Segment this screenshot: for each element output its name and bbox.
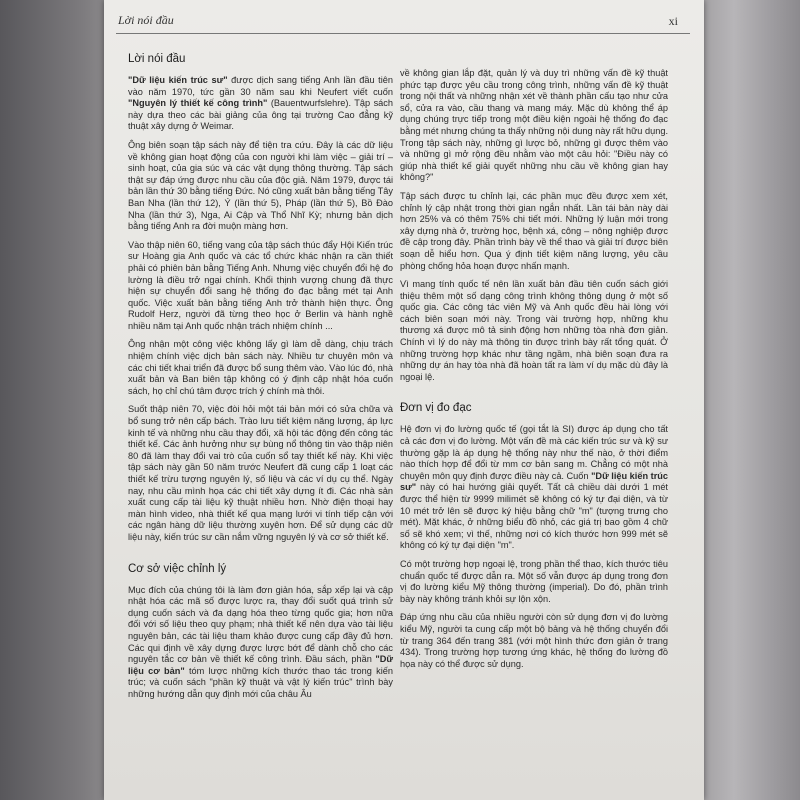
paragraph: Suốt thập niên 70, việc đòi hỏi một tái bản mới có sửa chữa và bổ sung trở nên cấp bách. Trào lưu tiết kiệm năng lượng, áp lực kinh tế và những nhu cầu thay đổi, xã hội tác động đến công tác thiết kế. Các ảnh hưởng như sự bùng nổ thông tin vào thập niên 80 đã làm thay đổi vai trò của cuốn sổ tay thiết kế này. Khi việc tập sách này gần 50 năm trước Neufert đã cung cấp 1 loạt các thiết kế trừu tượng nguyên lý, số liệu và các ví dụ cụ thể. Ngày nay, nhu cầu mình họa các chi tiết xây dựng ít đi. Các nhà sản xuất cung cấp tài liệu kỹ thuật nhiều hơn. Nhờ điện thoại hay màn hình video, nhà thiết kế qua mạng lưới vi tính tiếp cận với các ngân hàng dữ liệu thường xuyên hơn. Để sử dụng các dữ liệu này, kiến trúc sư cần nắm vững nguyên lý và cơ sở thiết kế.: [128, 404, 393, 542]
paragraph-text: được dịch sang tiếng Anh lần đầu tiên vào năm 1970, tức gần 30 năm sau khi Neufert viết cuốn: [128, 75, 393, 97]
left-column: [128, 50, 393, 708]
paragraph: Ông biên soạn tập sách này để tiện tra cứu. Đây là các dữ liệu về không gian hoạt động của con người khi làm việc – giải trí – sinh hoạt, của gia súc và các vật dụng thông thường. Tập sách thật sự đáp ứng được nhu cầu của độc giả. Năm 1979, được tái bản lần thứ 30 bằng tiếng Đức. Nó cũng xuất bản bằng tiếng Tây Ban Nha (lần thứ 12), Ý (lần thứ 5), Pháp (lần thứ 5), Bồ Đào Nha (lần thứ 3), Nga, Ai Cập và Thổ Nhĩ Kỳ; nhưng bản dịch bằng tiếng Anh ra đời muộn màng hơn.: [128, 139, 393, 232]
running-header-title: Lời nói đầu: [118, 13, 174, 27]
book-title-emphasis: "Dữ liệu kiến trúc sư": [128, 75, 228, 85]
book-title-emphasis: "Dữ liệu cơ bản": [128, 654, 393, 676]
paragraph: Vào thập niên 60, tiếng vang của tập sách thúc đẩy Hội Kiến trúc sư Hoàng gia Anh quốc và các tổ chức khác nhận ra cần thiết phải có phiên bản bằng Tiếng Anh. Nhưng việc chuyển đổi hệ đo lường là điều trở ngại chính. Khối thịnh vượng chung đã thực hiện sự chuyển đổi sang hệ thống đo đạc bằng mét tại Anh quốc. Việc xuất bản bằng tiếng Anh trở thành hiện thực. Ông Rudolf Herz, người đã từng theo học ở Berlin và hành nghề nhiều năm tại Anh quốc nhận trách nhiệm chính ...: [128, 239, 393, 331]
paragraph: Vì mang tính quốc tế nên lần xuất bản đầu tiên cuốn sách giới thiệu thêm một số dạng công trình không thông dụng ở một số quốc gia. Các công tác viên Mỹ và Anh quốc đều hài lòng với cách biên soạn mới này. Trong vài trường hợp, những khu thương xá được mô tả sinh động hơn những tòa nhà đơn giản. Chính vì lý do này mà thông tin được trình bày rất tổng quát. Ở những trường hợp khác như tầng ngầm, nhà biên soạn đưa ra những dự án hay tòa nhà đã hoàn tất ra làm ví dụ mặc dù đây là ngoại lệ.: [400, 279, 668, 382]
paragraph-text: Hệ đơn vị đo lường quốc tế (gọi tắt là SI) được áp dụng cho tất cả các đơn vị đo lường. Một vấn đề mà các kiến trúc sư và kỹ sư thường gặp là áp dụng hệ thống này như thế nào, ở thời điểm nào thích hợp để đổi từ mm cơ bản sang m. Chẳng có một nhà chuyên môn quy định được điều này cả. Cuốn: [400, 424, 668, 481]
page-number: xi: [668, 14, 678, 28]
paragraph: [400, 424, 668, 552]
paragraph-text: tóm lược những kích thước thao tác trong kiến trúc; và cuốn sách "phần kỹ thuật và vật lý kiến trúc" trình bày những hướng dẫn quy định mới của châu Âu: [128, 665, 393, 699]
paragraph: Đáp ứng nhu cầu của nhiều người còn sử dụng đơn vị đo lường kiểu Mỹ, người ta cung cấp một bộ bảng và hệ thống chuyển đổi từ trang 364 đến trang 381 (với một hình thức đơn giản ở trang 434). Trong trường hợp tương ứng khác, hệ thống đo lường đồ họa này có thể được sử dụng.: [400, 612, 668, 669]
right-column: [400, 68, 668, 677]
header-rule: [116, 33, 690, 34]
paragraph-text: Mục đích của chúng tôi là làm đơn giản hóa, sắp xếp lại và cập nhật hóa các mã số được lược ra, thay đổi suốt quá trình sử dụng cuốn sách và đa dạng hóa theo từng quốc gia; hơn nữa đối với số liệu theo quy phạm; nhà thiết kế nên dựa vào tài liệu nguyên bản, các tài liệu tham khảo được cung cấp đầy đủ hơn. Các qui định về xây dựng được lược bớt để dành chỗ cho các nguyên tắc cơ bản về thiết kế công trình. Đầu sách, phần: [128, 584, 393, 665]
paragraph: Có một trường hợp ngoại lệ, trong phần thể thao, kích thước tiêu chuẩn quốc tế được dẫn ra. Một số vẫn được áp dụng trong đơn vị đo lường kiểu Mỹ thông thường (imperial). Do đó, phần trình bày này không tránh khỏi sự lộn xộn.: [400, 558, 668, 604]
paragraph: [128, 585, 393, 701]
section-heading-units: Đơn vị đo đạc: [400, 402, 472, 415]
paragraph: Ông nhận một công việc không lấy gì làm dễ dàng, chịu trách nhiệm chính việc dịch bản sách này. Nhiều tư chuyên môn và các chi tiết khai triển đã được bổ sung thêm vào. Vào lúc đó, nhà xuất bản và Ban biên tập không có ý định cập nhật hóa cuốn sách, họ chỉ chú tâm được trích ý chính mà thôi.: [128, 339, 393, 396]
paragraph-text: này có hai hướng giải quyết. Tất cả chiều dài dưới 1 mét được thể hiện từ 9999 milimét sẽ không có ký tự đại diện, và từ 10 mét trở lên sẽ được ký hiệu bằng chữ "m" (tượng trưng cho mét). Mặt khác, ở những biểu đồ nhỏ, các giá trị bao gồm 4 chữ số sẽ khó xem; vì thế, những nơi có kích thước hơn 999 mét sẽ không có ký tự đại diện "m".: [400, 482, 668, 551]
section-heading-revision-basis: Cơ sở việc chỉnh lý: [128, 562, 227, 575]
section-heading-preface: Lời nói đầu: [128, 53, 186, 65]
background-left: [0, 0, 112, 800]
paragraph: về không gian lắp đặt, quản lý và duy trì những vấn đề kỹ thuật phức tạp được yêu cầu trong công trình, những vấn đề kỹ thuật trong nội thất và những nhận xét về thành phần cấu tạo như cửa sổ, cửa ra vào, cầu thang và mang máy. Mặc dù không thể áp dụng chúng trực tiếp trong một điều kiện ngoài hệ thống đo đạc bằng mét nhưng chúng ta thấy những nội dung này rất hữu dụng. Trong tập sách này, những gì lược bỏ, những gì được thêm vào và những gì mở rộng đều nhằm vào một câu hỏi: "Điều này có giúp nhà thiết kế giải quyết những nhu cầu về không gian hay không?": [400, 68, 668, 183]
book-title-emphasis: "Nguyên lý thiết kế công trình": [128, 98, 268, 109]
background-right: [690, 0, 800, 800]
paragraph: [128, 75, 393, 133]
paragraph-text: (Bauentwurfslehre). Tập sách này dựa theo các bài giảng của ông tại trường Cao đẳng kỹ thuật xây dựng ở Weimar.: [128, 98, 393, 132]
book-title-emphasis: "Dữ liệu kiến trúc sư": [400, 470, 668, 493]
book-page: [104, 0, 704, 800]
paragraph: Tập sách được tu chỉnh lại, các phần mục đều được xem xét, chỉnh lý cập nhật trong thời gian ngắn nhất. Lần tái bản này dài hơn 25% và có thêm 75% chi tiết mới. Những lý luận mới trong xây dựng nhà ở, trường học, bệnh xá, công – nông nghiệp được đề cập trong đây. Phần trình bày về thể thao và giải trí được biên soạn dễ hiểu hơn. Qua ý định tiết kiệm năng lượng, yêu cầu phòng chống hỏa hoạn được nhấn mạnh.: [400, 190, 668, 271]
